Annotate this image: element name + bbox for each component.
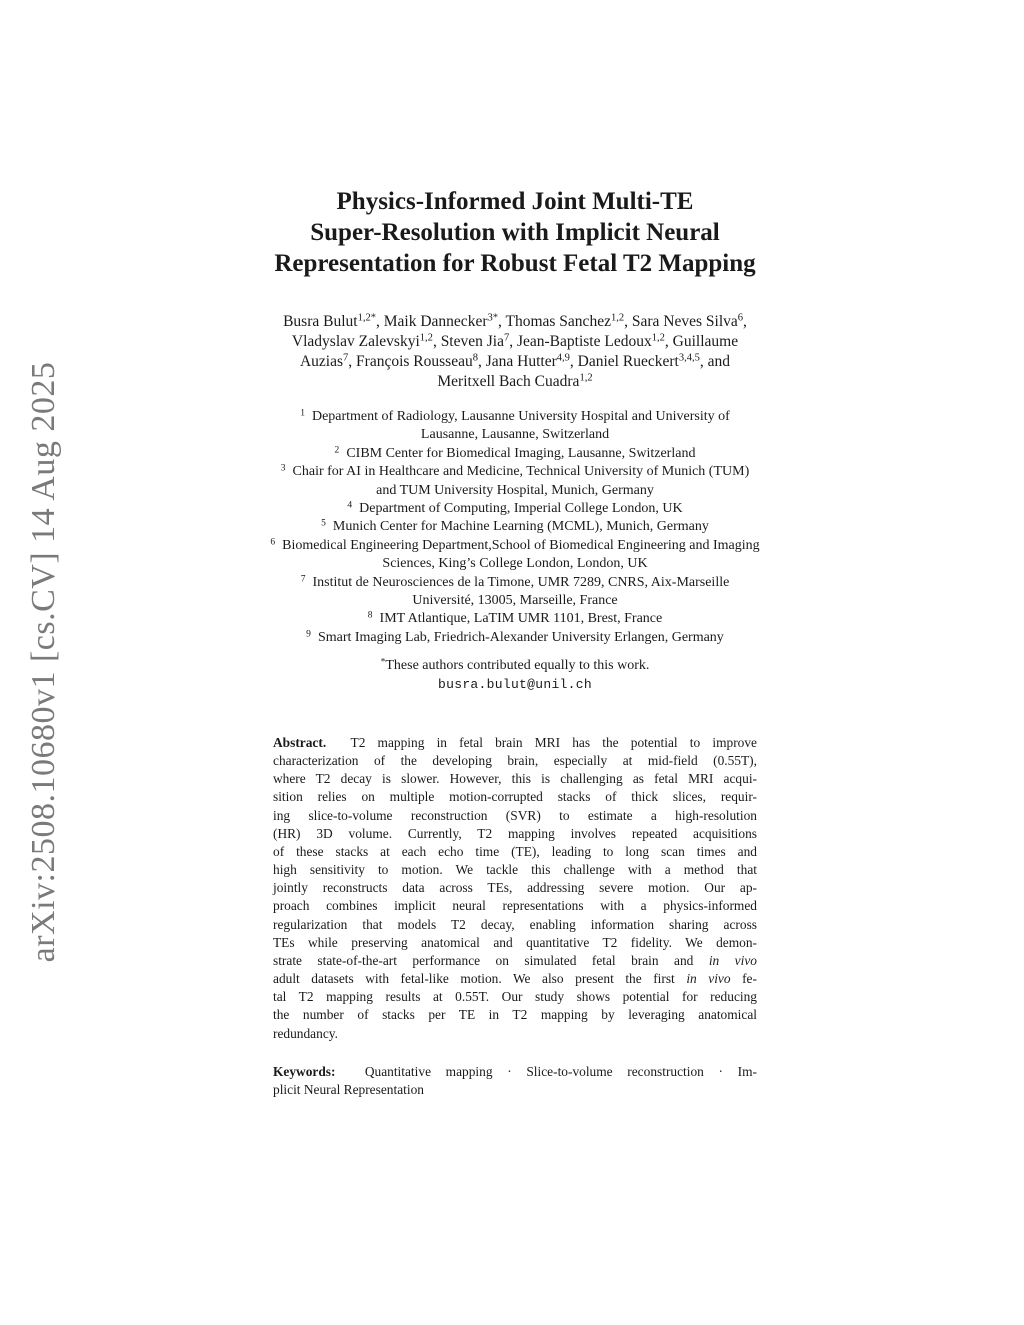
author-affil-sup: 7 bbox=[343, 352, 349, 364]
affiliation-number: 5 bbox=[321, 518, 326, 529]
abstract-line bbox=[273, 952, 757, 970]
abstract-line: proach combines implicit neural representations with a physics-informed bbox=[273, 898, 757, 914]
author-affil-sup: 7 bbox=[503, 332, 510, 344]
author-sep: , bbox=[498, 313, 506, 330]
affiliation-number: 2 bbox=[334, 445, 340, 456]
affiliation-line bbox=[200, 555, 830, 573]
author-name: Jana Hutter bbox=[485, 353, 557, 370]
abstract-line: sition relies on multiple motion-corrupted stacks of thick slices, requir- bbox=[273, 789, 757, 805]
author-affil-sup: 8 bbox=[472, 352, 478, 364]
abstract-line: tal T2 mapping results at 0.55T. Our study shows potential for reducing bbox=[273, 989, 757, 1005]
author-sep: , bbox=[624, 313, 632, 330]
abstract-line: TEs while preserving anatomical and quantitative T2 fidelity. We demon- bbox=[273, 934, 757, 950]
affiliation-text: Biomedical Engineering Department,School of Biomedical Engineering and Imaging bbox=[282, 537, 760, 553]
abstract-line: the number of stacks per TE in T2 mapping by leveraging anatomical bbox=[273, 1007, 757, 1023]
affiliation-line bbox=[200, 592, 830, 610]
abstract-italic: in vivo bbox=[708, 952, 757, 968]
author-name: François Rousseau bbox=[356, 353, 473, 370]
author-line bbox=[218, 332, 812, 352]
affiliation-line bbox=[200, 574, 830, 592]
affiliation-line bbox=[200, 426, 830, 444]
title-line: Representation for Robust Fetal T2 Mapping bbox=[274, 250, 756, 277]
abstract-line: regularization that models T2 decay, enabling information sharing across bbox=[273, 916, 757, 932]
author-sep: , and bbox=[699, 353, 731, 370]
keywords-line bbox=[273, 1063, 757, 1081]
abstract-line: where T2 decay is slower. However, this is challenging as fetal MRI acqui- bbox=[273, 771, 757, 787]
author-name: Jean-Baptiste Ledoux bbox=[516, 333, 652, 350]
abstract-text: T2 mapping in fetal brain MRI has the potential to improve bbox=[350, 735, 757, 750]
affiliation-text: Munich Center for Machine Learning (MCML), Munich, Germany bbox=[332, 519, 709, 535]
abstract-line: characterization of the developing brain, especially at mid-field (0.55T), bbox=[273, 753, 757, 769]
abstract bbox=[273, 734, 757, 1043]
equal-contribution-text: These authors contributed equally to this work. bbox=[385, 658, 650, 673]
affiliation-list bbox=[200, 408, 830, 647]
equal-contribution-mark: * bbox=[380, 657, 386, 668]
abstract-line bbox=[273, 970, 757, 988]
author-sep: , bbox=[477, 353, 486, 370]
affiliation-text: Lausanne, Lausanne, Switzerland bbox=[420, 427, 610, 443]
author-name: Daniel Rueckert bbox=[577, 353, 679, 370]
author-sep: , bbox=[743, 313, 747, 330]
affiliation-number: 4 bbox=[347, 500, 353, 511]
author-sep: , bbox=[348, 353, 357, 370]
affiliation-text: Chair for AI in Healthcare and Medicine, Technical University of Munich (TUM) bbox=[292, 464, 750, 480]
affiliation-text: CIBM Center for Biomedical Imaging, Lausanne, Switzerland bbox=[346, 445, 696, 461]
author-name: Steven Jia bbox=[440, 333, 504, 350]
abstract-text: adult datasets with fetal-like motion. We also present the first bbox=[273, 971, 675, 987]
author-affil-sup: 1,2 bbox=[419, 332, 433, 344]
affiliation-number: 6 bbox=[270, 537, 276, 548]
abstract-line: high sensitivity to motion. We tackle this challenge with a method that bbox=[273, 862, 757, 878]
affiliation-text: IMT Atlantique, LaTIM UMR 1101, Brest, France bbox=[379, 611, 663, 627]
author-affil-sup: 1,2 bbox=[579, 372, 593, 384]
author-name: Sara Neves Silva bbox=[631, 313, 738, 330]
affiliation-line bbox=[200, 482, 830, 500]
abstract-line: (HR) 3D volume. Currently, T2 mapping involves repeated acquisitions bbox=[273, 825, 757, 841]
author-sep: , bbox=[432, 333, 441, 350]
affiliation-text: Institut de Neurosciences de la Timone, UMR 7289, CNRS, Aix-Marseille bbox=[312, 574, 730, 590]
author-sep: , bbox=[509, 333, 517, 350]
affiliation-text: and TUM University Hospital, Munich, Germany bbox=[376, 482, 654, 498]
equal-contribution-note bbox=[200, 656, 830, 694]
affiliation-text: Department of Radiology, Lausanne University Hospital and University of bbox=[311, 409, 730, 424]
author-name: Vladyslav Zalevskyi bbox=[291, 333, 420, 350]
affiliation-line bbox=[200, 408, 830, 426]
author-affil-sup: 6 bbox=[737, 312, 744, 324]
author-list bbox=[218, 312, 812, 392]
abstract-line bbox=[273, 734, 757, 752]
arxiv-stamp: arXiv:2508.10680v1 [cs.CV] 14 Aug 2025 bbox=[25, 361, 62, 963]
author-line bbox=[218, 352, 812, 372]
author-name: Thomas Sanchez bbox=[505, 313, 611, 330]
author-name: Busra Bulut bbox=[283, 313, 358, 330]
affiliation-number: 3 bbox=[280, 463, 286, 474]
affiliation-number: 1 bbox=[300, 408, 305, 419]
abstract-line: jointly reconstructs data across TEs, addressing severe motion. Our ap- bbox=[273, 880, 757, 896]
author-affil-sup: 1,2* bbox=[357, 312, 377, 324]
author-name: Meritxell Bach Cuadra bbox=[437, 373, 580, 390]
equal-contribution-line bbox=[200, 656, 830, 675]
abstract-italic: in vivo bbox=[686, 971, 731, 987]
abstract-line: of these stacks at each echo time (TE), leading to long scan times and bbox=[273, 843, 757, 859]
author-name: Maik Dannecker bbox=[383, 313, 488, 330]
affiliation-text: Department of Computing, Imperial College London, UK bbox=[359, 501, 683, 517]
affiliation-line bbox=[200, 610, 830, 628]
author-name: Auzias bbox=[299, 353, 344, 370]
author-affil-sup: 1,2 bbox=[610, 312, 625, 324]
affiliation-number: 9 bbox=[306, 629, 311, 640]
affiliation-line bbox=[200, 463, 830, 481]
abstract-line: ing slice-to-volume reconstruction (SVR) to estimate a high-resolution bbox=[273, 807, 757, 823]
abstract-label: Abstract. bbox=[273, 735, 327, 750]
author-sep: , bbox=[569, 353, 578, 370]
title-line: Physics-Informed Joint Multi-TE bbox=[336, 188, 694, 215]
affiliation-line bbox=[200, 518, 830, 536]
contact-email[interactable]: busra.bulut@unil.ch bbox=[438, 677, 592, 692]
affiliation-text: Sciences, King’s College London, London, UK bbox=[382, 556, 648, 572]
title-line: Super-Resolution with Implicit Neural bbox=[310, 219, 720, 246]
abstract-text: fe- bbox=[742, 971, 757, 987]
author-affil-sup: 3* bbox=[487, 312, 499, 324]
affiliation-text: Université, 13005, Marseille, France bbox=[412, 593, 618, 609]
affiliation-text: Smart Imaging Lab, Friedrich-Alexander University Erlangen, Germany bbox=[317, 629, 724, 645]
author-affil-sup: 4,9 bbox=[556, 352, 570, 364]
author-sep: , bbox=[664, 333, 673, 350]
affiliation-number: 8 bbox=[367, 610, 373, 621]
author-line bbox=[218, 312, 812, 332]
abstract-line: redundancy. bbox=[273, 1025, 338, 1041]
keywords-text: Quantitative mapping · Slice-to-volume reconstruction · Im- bbox=[364, 1064, 757, 1079]
affiliation-line bbox=[200, 537, 830, 555]
paper-title bbox=[200, 186, 830, 279]
affiliation-number: 7 bbox=[300, 573, 306, 584]
author-line bbox=[218, 372, 812, 392]
affiliation-line bbox=[200, 445, 830, 463]
affiliation-line bbox=[200, 500, 830, 518]
author-affil-sup: 1,2 bbox=[651, 332, 665, 344]
keywords-line: plicit Neural Representation bbox=[273, 1082, 424, 1098]
author-name: Guillaume bbox=[672, 333, 739, 350]
keywords bbox=[273, 1063, 757, 1099]
author-sep: , bbox=[376, 313, 384, 330]
author-affil-sup: 3,4,5 bbox=[678, 352, 700, 364]
keywords-label: Keywords: bbox=[273, 1064, 336, 1079]
affiliation-line bbox=[200, 629, 830, 647]
abstract-text: strate state-of-the-art performance on simulated fetal brain and bbox=[273, 952, 694, 968]
